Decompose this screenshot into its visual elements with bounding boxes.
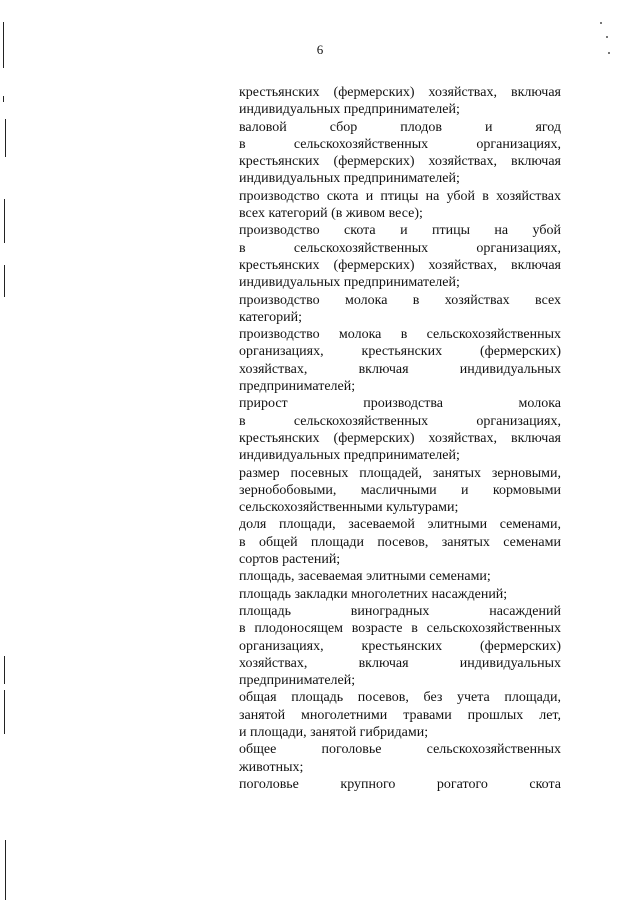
text-line: предпринимателей; [239, 379, 356, 395]
text-line: размер посевных площадей, занятых зерновыми, [239, 465, 561, 481]
text-line: животных; [239, 759, 304, 775]
text-line: категорий; [239, 309, 303, 325]
text-line: производство скота и птицы на убой в хозяйствах [239, 188, 561, 204]
scan-artifact-line [4, 690, 5, 734]
text-line: индивидуальных предпринимателей; [239, 448, 460, 464]
text-line: производство скота и птицы на убой [239, 223, 561, 239]
text-line: всех категорий (в живом весе); [239, 206, 423, 222]
text-line: крестьянских (фермерских) хозяйствах, включая [239, 85, 561, 100]
document-text-column [239, 84, 561, 793]
text-line: крестьянских (фермерских) хозяйствах, включая [239, 154, 561, 170]
text-line: крестьянских (фермерских) хозяйствах, включая [239, 257, 561, 273]
scan-artifact-dot [608, 52, 610, 54]
text-line: занятой многолетними травами прошлых лет, [239, 707, 561, 723]
text-line: общее поголовье сельскохозяйственных [239, 742, 561, 758]
text-line: площадь, засеваемая элитными семенами; [239, 569, 491, 585]
scan-artifact-dot [606, 36, 608, 38]
text-line: индивидуальных предпринимателей; [239, 275, 460, 291]
text-line: поголовье крупного рогатого скота [239, 776, 561, 792]
text-line: в сельскохозяйственных организациях, [239, 240, 561, 256]
scan-artifact-line [3, 22, 4, 68]
page-number: 6 [316, 42, 324, 57]
scan-artifact-line [3, 96, 4, 102]
text-line: организациях, крестьянских (фермерских) [239, 344, 561, 360]
text-line: и площади, занятой гибридами; [239, 724, 429, 740]
text-line: в общей площади посевов, занятых семенами [239, 534, 561, 550]
text-line: хозяйствах, включая индивидуальных [239, 361, 561, 377]
text-line: сельскохозяйственными культурами; [239, 500, 459, 516]
text-line: в сельскохозяйственных организациях, [239, 136, 561, 152]
text-line: крестьянских (фермерских) хозяйствах, включая [239, 430, 561, 446]
text-line: валовой сбор плодов и ягод [239, 119, 561, 135]
text-line: производство молока в сельскохозяйственных [239, 327, 561, 343]
text-line: хозяйствах, включая индивидуальных [239, 655, 561, 671]
scan-artifact-line [4, 656, 5, 684]
scan-artifact-line [4, 199, 5, 243]
text-line: зернобобовыми, масличными и кормовыми [239, 482, 561, 498]
text-line: в плодоносящем возрасте в сельскохозяйственных [239, 621, 561, 637]
text-line: доля площади, засеваемой элитными семенами, [239, 517, 561, 533]
scan-artifact-line [5, 840, 6, 900]
text-line: в сельскохозяйственных организациях, [239, 413, 561, 429]
text-line: прирост производства молока [239, 396, 561, 412]
text-line: производство молока в хозяйствах всех [239, 292, 561, 308]
text-line: площадь виноградных насаждений [239, 603, 561, 619]
text-line: общая площадь посевов, без учета площади, [239, 690, 561, 706]
text-line: сортов растений; [239, 552, 341, 568]
text-line: площадь закладки многолетних насаждений; [239, 586, 508, 602]
scan-artifact-line [4, 265, 5, 297]
scan-artifact-line [5, 119, 6, 157]
text-line: организациях, крестьянских (фермерских) [239, 638, 561, 654]
text-line: предпринимателей; [239, 673, 356, 689]
text-line: индивидуальных предпринимателей; [239, 102, 460, 118]
scan-artifact-dot [600, 22, 602, 24]
text-line: индивидуальных предпринимателей; [239, 171, 460, 187]
